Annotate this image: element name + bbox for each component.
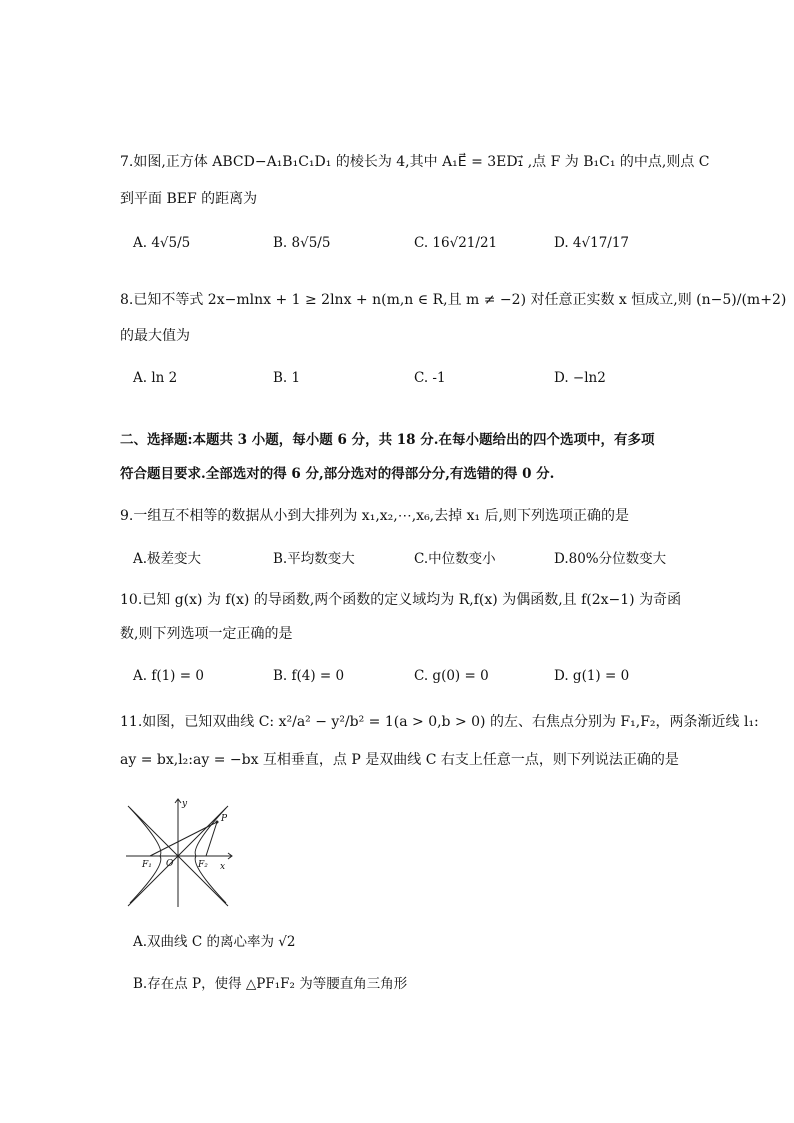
q11-option-a: A.双曲线 C 的离心率为 √2 xyxy=(133,934,296,950)
section2-instructions-line1: 二、选择题:本题共 3 小题，每小题 6 分，共 18 分.在每小题给出的四个选项中，有多项 xyxy=(120,432,655,448)
q10-option-b: B. f(4) = 0 xyxy=(273,668,345,684)
q8-option-b: B. 1 xyxy=(273,370,301,386)
q10-stem-line1: 10.已知 g(x) 为 f(x) 的导函数,两个函数的定义域均为 R,f(x) 为偶函数,且 f(2x−1) 为奇函 xyxy=(120,592,682,608)
q9-option-c: C.中位数变小 xyxy=(414,551,496,567)
y-axis-label: y xyxy=(182,799,188,809)
section2-instructions-line2: 符合题目要求.全部选对的得 6 分,部分选对的得部分分,有选错的得 0 分. xyxy=(120,466,555,482)
origin-label: O xyxy=(166,859,174,869)
q7-option-c: C. 16√21/21 xyxy=(414,235,498,251)
q8-option-c: C. -1 xyxy=(414,370,446,386)
q11-option-b: B.存在点 P，使得 △PF₁F₂ 为等腰直角三角形 xyxy=(133,976,408,992)
point-p xyxy=(216,821,219,824)
q7-option-a: A. 4√5/5 xyxy=(133,235,191,251)
focus-f2-label: F₂ xyxy=(198,860,208,870)
x-axis-label: x xyxy=(220,862,226,872)
q8-option-a: A. ln 2 xyxy=(133,370,178,386)
q9-stem: 9.一组互不相等的数据从小到大排列为 x₁,x₂,⋯,x₆,去掉 x₁ 后,则下列选项正确的是 xyxy=(120,508,629,524)
focus-f1-label: F₁ xyxy=(142,860,152,870)
q10-stem-line2: 数,则下列选项一定正确的是 xyxy=(120,626,293,642)
q10-option-d: D. g(1) = 0 xyxy=(554,668,630,684)
q8-stem-line1: 8.已知不等式 2x−mlnx + 1 ≥ 2lnx + n(m,n ∈ R,且 m ≠ −2) 对任意正实数 x 恒成立,则 (n−5)/(m+2) xyxy=(120,292,787,308)
q8-option-d: D. −ln2 xyxy=(554,370,606,386)
q7-option-d: D. 4√17/17 xyxy=(554,235,630,251)
q7-stem-line1: 7.如图,正方体 ABCD−A₁B₁C₁D₁ 的棱长为 4,其中 A₁E⃗ = 3ED₁⃗ ,点 F 为 B₁C₁ 的中点,则点 C xyxy=(120,154,710,170)
q7-stem-line2: 到平面 BEF 的距离为 xyxy=(120,191,258,207)
q10-option-a: A. f(1) = 0 xyxy=(133,668,204,684)
point-p-label: P xyxy=(221,814,228,824)
hyperbola-figure xyxy=(120,795,244,910)
q9-option-d: D.80%分位数变大 xyxy=(554,551,667,567)
q9-option-a: A.极差变大 xyxy=(133,551,202,567)
q9-option-b: B.平均数变大 xyxy=(273,551,355,567)
q7-option-b: B. 8√5/5 xyxy=(273,235,331,251)
q11-stem-line2: ay = bx,l₂:ay = −bx 互相垂直，点 P 是双曲线 C 右支上任意一点，则下列说法正确的是 xyxy=(120,752,679,768)
q8-stem-line2: 的最大值为 xyxy=(120,328,190,344)
q11-stem-line1: 11.如图，已知双曲线 C: x²/a² − y²/b² = 1(a > 0,b > 0) 的左、右焦点分别为 F₁,F₂，两条渐近线 l₁: xyxy=(120,714,759,730)
q10-option-c: C. g(0) = 0 xyxy=(414,668,489,684)
